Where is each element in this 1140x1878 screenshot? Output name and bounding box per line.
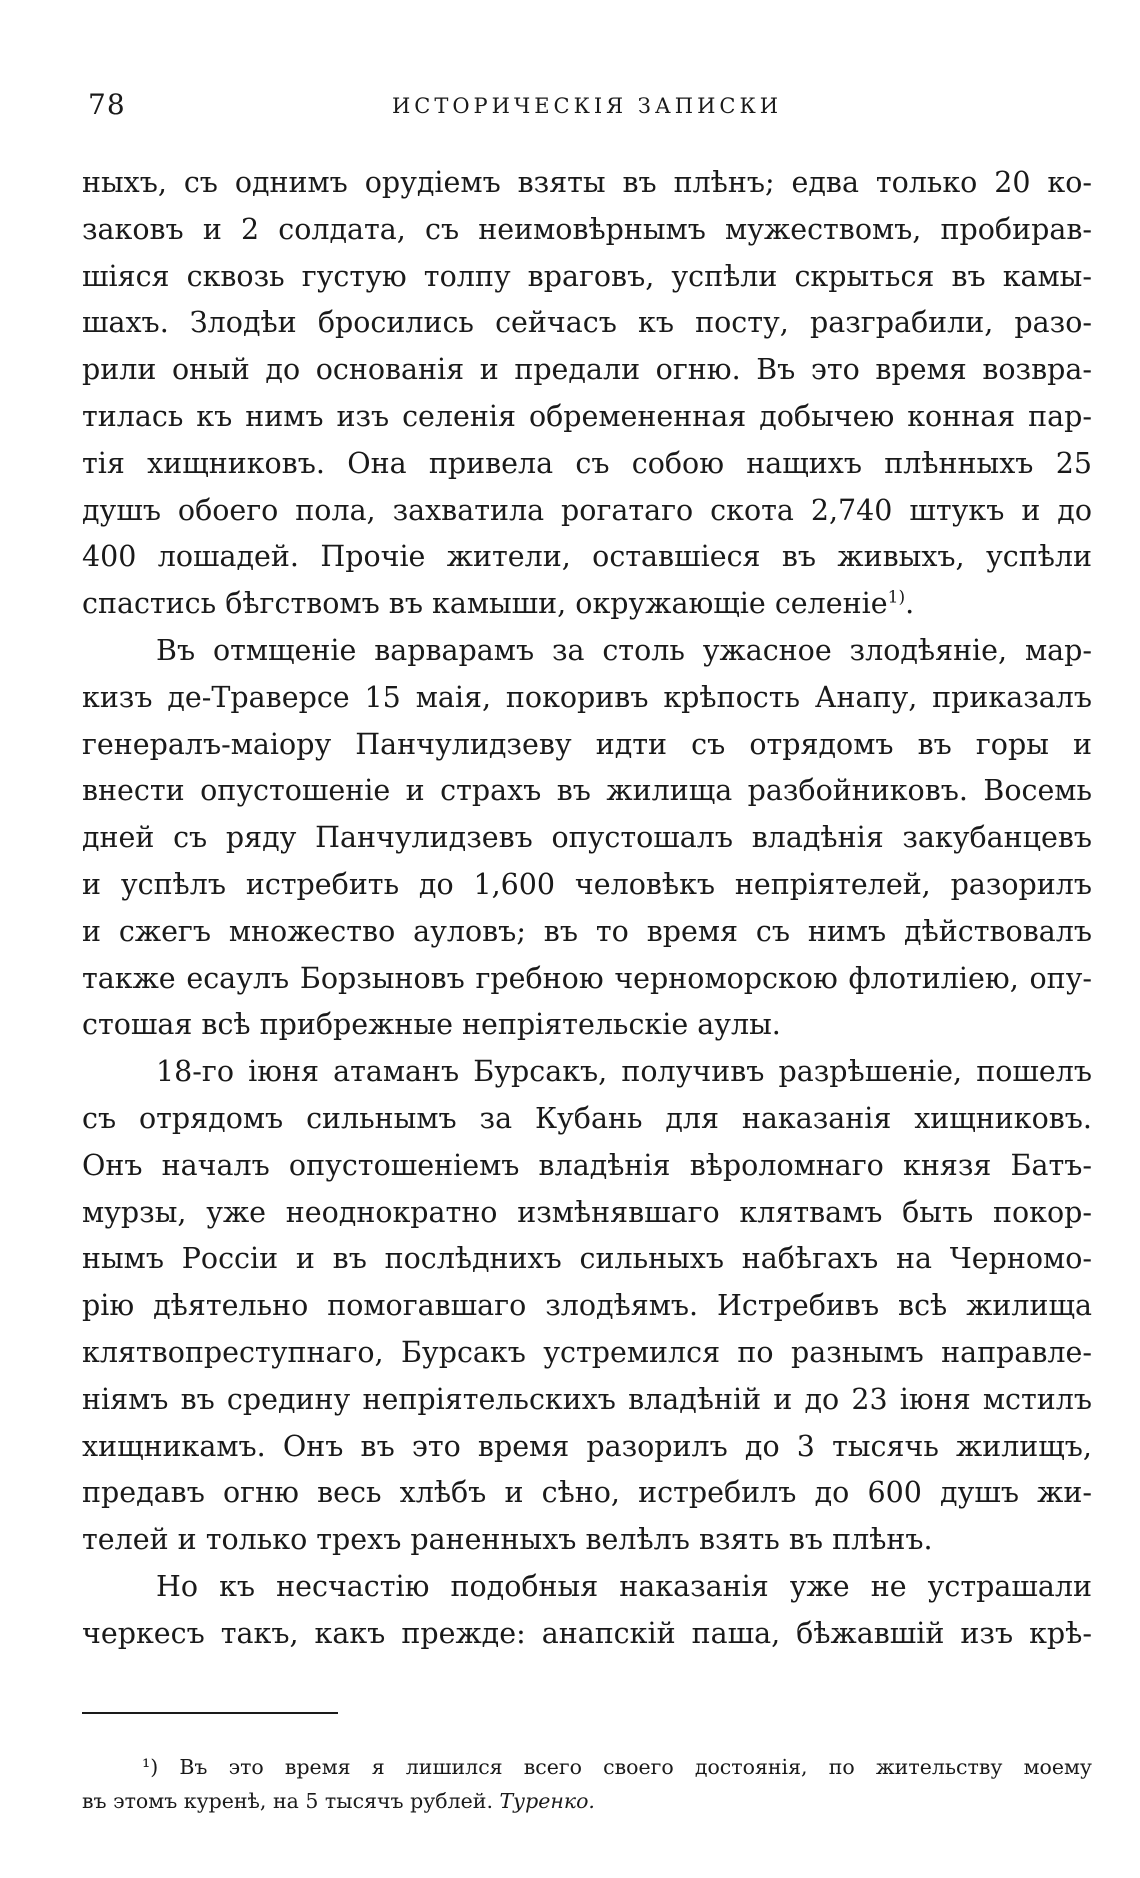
- line-end: .: [905, 587, 915, 621]
- text-line: душъ обоего пола, захватила рогатаго скота 2,740 штукъ и до: [82, 493, 1092, 527]
- text-line: стошая всѣ прибрежные непріятельскіе аулы.: [82, 1008, 781, 1042]
- text-line: ныхъ, съ однимъ орудіемъ взяты въ плѣнъ; едва только 20 ко-: [82, 166, 1092, 199]
- footnote-divider: [82, 1712, 338, 1714]
- text-line: съ отрядомъ сильнымъ за Кубань для наказанія хищниковъ.: [82, 1101, 1092, 1135]
- text-line: рію дѣятельно помогавшаго злодѣямъ. Истребивъ всѣ жилища: [82, 1289, 1092, 1323]
- text-line: телей и только трехъ раненныхъ велѣлъ взять въ плѣнъ.: [82, 1523, 933, 1557]
- text-line: нымъ Россіи и въ послѣднихъ сильныхъ набѣгахъ на Черномо-: [82, 1242, 1092, 1276]
- text-line: Въ отмщеніе варварамъ за столь ужасное злодѣяніе, мар-: [156, 633, 1092, 667]
- footnote-text: въ этомъ куренѣ, на 5 тысячъ рублей.: [82, 1789, 493, 1813]
- text-line: тилась къ нимъ изъ селенія обремененная добычею конная пар-: [82, 399, 1092, 433]
- text-line: дней съ ряду Панчулидзевъ опустошалъ владѣнія закубанцевъ: [82, 821, 1092, 855]
- text-line: ніямъ въ средину непріятельскихъ владѣній и до 23 іюня мстилъ: [82, 1382, 1092, 1416]
- text-line: заковъ и 2 солдата, съ неимовѣрнымъ мужествомъ, пробирав-: [82, 212, 1092, 246]
- text-line: предавъ огню весь хлѣбъ и сѣно, истребилъ до 600 душъ жи-: [82, 1476, 1092, 1510]
- text-line: Но къ несчастію подобныя наказанія уже не устрашали: [156, 1569, 1092, 1603]
- body-text: [82, 160, 1092, 1658]
- text-line: и сжегъ множество ауловъ; въ то время съ нимъ дѣйствовалъ: [82, 914, 1092, 948]
- footnote-line: [82, 1784, 1092, 1818]
- text-line: 400 лошадей. Прочіе жители, оставшіеся въ живыхъ, успѣли: [82, 540, 1092, 574]
- text-line: клятвопреступнаго, Бурсакъ устремился по разнымъ направле-: [82, 1335, 1092, 1369]
- text-line: тія хищниковъ. Она привела съ собою нащихъ плѣнныхъ 25: [82, 446, 1092, 480]
- text-line: черкесъ такъ, какъ прежде: анапскій паша, бѣжавшій изъ крѣ-: [82, 1616, 1092, 1650]
- page-number: 78: [88, 88, 126, 121]
- text-line: Онъ началъ опустошеніемъ владѣнія вѣроломнаго князя Батъ-: [82, 1148, 1092, 1182]
- text-line: шахъ. Злодѣи бросились сейчасъ къ посту, разграбили, разо-: [82, 306, 1092, 340]
- running-title: ИСТОРИЧЕСКІЯ ЗАПИСКИ: [391, 94, 783, 118]
- footnote-line: [82, 1750, 1092, 1784]
- text-line: хищникамъ. Онъ въ это время разорилъ до 3 тысячь жилищъ,: [82, 1429, 1092, 1463]
- page-header: [82, 88, 1092, 128]
- footnote-reference: 1): [887, 587, 906, 608]
- footnote: [82, 1750, 1092, 1818]
- text-line: кизъ де-Траверсе 15 маія, покоривъ крѣпость Анапу, приказалъ: [82, 680, 1092, 714]
- text-line: рили оный до основанія и предали огню. Въ это время возвра-: [82, 353, 1092, 387]
- text-line: и успѣлъ истребить до 1,600 человѣкъ непріятелей, разорилъ: [82, 867, 1092, 901]
- footnote-marker: ¹): [142, 1755, 159, 1779]
- text-line: шіяся сквозь густую толпу враговъ, успѣли скрыться въ камы-: [82, 259, 1092, 293]
- text-line: также есаулъ Борзыновъ гребною черноморскою флотиліею, опу-: [82, 961, 1092, 995]
- text-line: 18-го іюня атаманъ Бурсакъ, получивъ разрѣшеніе, пошелъ: [156, 1055, 1092, 1089]
- text-line: мурзы, уже неоднократно измѣнявшаго клятвамъ быть покор-: [82, 1195, 1092, 1229]
- text-line: внести опустошеніе и страхъ въ жилища разбойниковъ. Восемь: [82, 774, 1092, 808]
- text-line: [82, 581, 1092, 628]
- line-text: спастись бѣгствомъ въ камыши, окружающіе селеніе: [82, 587, 888, 621]
- footnote-author: Туренко.: [499, 1789, 595, 1813]
- footnote-text: Въ это время я лишился всего своего достоянія, по жительству моему: [179, 1755, 1092, 1779]
- text-line: генералъ-маіору Панчулидзеву идти съ отрядомъ въ горы и: [82, 727, 1092, 761]
